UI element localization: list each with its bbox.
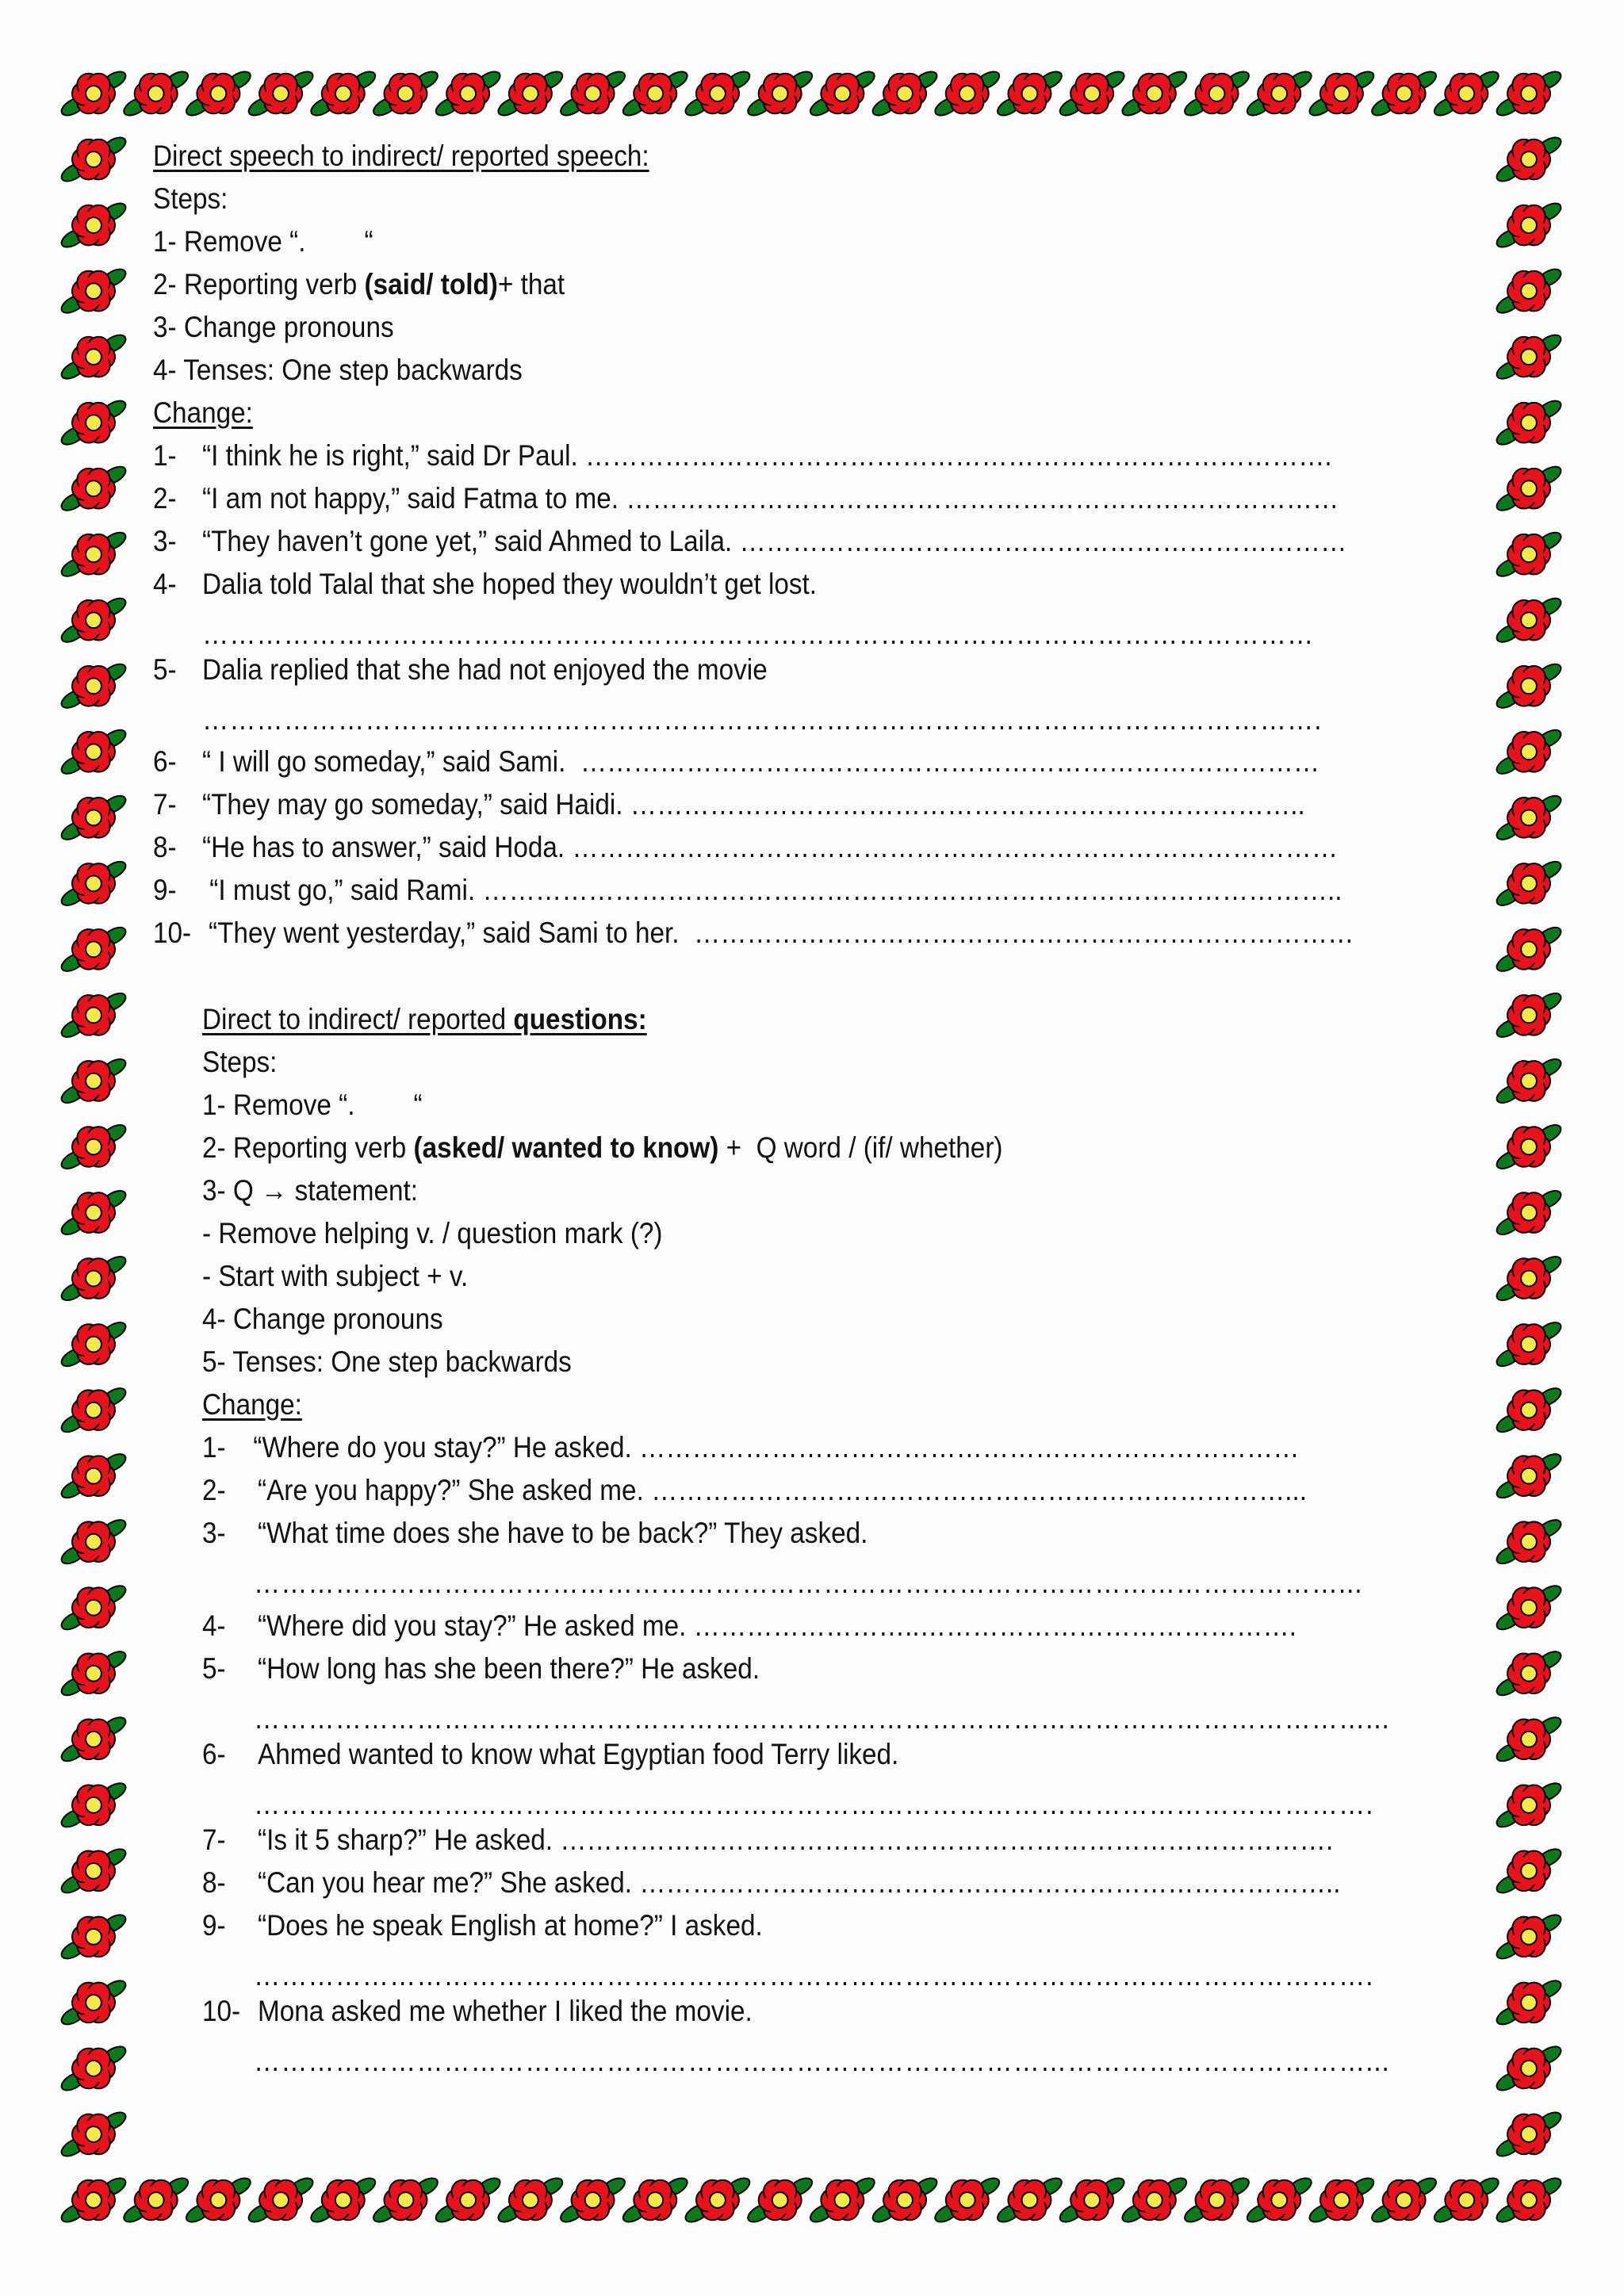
part2-step-2: 2- Reporting verb (asked/ wanted to know) + Q word / (if/ whether): [202, 1131, 1003, 1164]
p1-answer-line: ……………………………………………………………………………………………………………: [202, 618, 1315, 650]
p2-ex-text: Ahmed wanted to know what Egyptian food Terry liked.: [258, 1738, 899, 1770]
part1-step-1: 1- Remove “. “: [153, 225, 373, 258]
part1-step-2: 2- Reporting verb (said/ told)+ that: [153, 268, 565, 300]
p2-ex-text: “Does he speak English at home?” I asked.: [258, 1909, 763, 1942]
p2-answer-line: ……………………………………………………………………………………………………………...: [254, 1702, 1390, 1735]
p1-ex-text: “He has to answer,” said Hoda. ……………………………………………………………………………: [202, 831, 1339, 863]
part2-title: Direct to indirect/ reported questions:: [202, 1003, 647, 1035]
p2-ex-num: 7-: [202, 1823, 226, 1856]
part1-title: Direct speech to indirect/ reported speech:: [153, 140, 649, 172]
p2-ex-num: 2-: [202, 1474, 226, 1506]
p2-ex-text: “Is it 5 sharp?” He asked. …………………………………………………………………………….: [258, 1823, 1334, 1856]
p2-ex-num: 5-: [202, 1652, 226, 1685]
p1-ex-num: 10-: [153, 916, 192, 949]
p2-ex-num: 9-: [202, 1909, 226, 1942]
p2-ex-num: 6-: [202, 1738, 226, 1770]
p2-ex-num: 3-: [202, 1517, 226, 1549]
p2-ex-text: “What time does she have to be back?” They asked.: [258, 1517, 868, 1549]
p1-ex-text: Dalia told Talal that she hoped they wouldn’t get lost.: [202, 568, 818, 600]
p1-ex-num: 4-: [153, 568, 177, 600]
part2-step-3a: - Remove helping v. / question mark (?): [202, 1217, 663, 1249]
part2-change-heading: Change:: [202, 1388, 302, 1421]
p2-answer-line: …………………………………………………………………………………………………………….: [254, 1959, 1374, 1992]
p1-ex-num: 9-: [153, 874, 177, 906]
p2-answer-line: …………………………………………………………………………………………………………….: [254, 1788, 1374, 1820]
part2-step-1: 1- Remove “. “: [202, 1089, 423, 1121]
p2-ex-text: “Where did you stay?” He asked me. ……………………..…………………………………….: [258, 1609, 1297, 1642]
p2-ex-num: 1-: [202, 1431, 226, 1464]
part1-step2-bold: (said/ told): [364, 268, 498, 300]
p2-ex-text: “Are you happy?” She asked me. ………………………………………………………………...: [258, 1474, 1308, 1506]
part1-steps-heading: Steps:: [153, 182, 228, 215]
part2-step-4: 4- Change pronouns: [202, 1303, 443, 1335]
p2-ex-num: 8-: [202, 1866, 226, 1899]
p1-ex-text: “They haven’t gone yet,” said Ahmed to Laila. ……………………………………………………………: [202, 525, 1347, 557]
part1-change-heading: Change:: [153, 396, 253, 429]
p1-ex-num: 3-: [153, 525, 177, 557]
p1-ex-text: “They may go someday,” said Haidi. …………………………………………………………………..: [202, 788, 1305, 821]
p1-ex-num: 6-: [153, 745, 177, 778]
p1-ex-text: Dalia replied that she had not enjoyed the movie: [202, 653, 768, 686]
p2-ex-text: Mona asked me whether I liked the movie.: [258, 1995, 753, 2027]
part1-step-4: 4- Tenses: One step backwards: [153, 354, 523, 386]
part2-step-3b: - Start with subject + v.: [202, 1260, 469, 1292]
p1-ex-num: 5-: [153, 653, 177, 686]
p1-ex-num: 1-: [153, 439, 177, 472]
p1-ex-text: “ I will go someday,” said Sami. …………………………………………………………………………: [202, 745, 1320, 778]
p1-answer-line: …………………………………………………………………………………………………………….: [202, 703, 1323, 736]
p2-ex-num: 4-: [202, 1609, 226, 1642]
part2-steps-heading: Steps:: [202, 1046, 278, 1078]
p1-ex-num: 8-: [153, 831, 177, 863]
p1-ex-text: “They went yesterday,” said Sami to her. …………………………………………………………………: [209, 916, 1354, 949]
p2-answer-line: ……………………………………………………………………………………………………………...: [254, 2045, 1390, 2077]
p1-ex-text: “I must go,” said Rami. ……………………………………………………………………………………..: [202, 874, 1342, 906]
p1-ex-num: 2-: [153, 482, 177, 515]
p2-ex-text: “Can you hear me?” She asked. ……………………………………………………………………..: [258, 1866, 1341, 1899]
p2-ex-num: 10-: [202, 1995, 241, 2027]
p2-answer-line: …………………………………………………………………………………………………………...: [254, 1567, 1363, 1599]
p2-ex-text: “How long has she been there?” He asked.: [258, 1652, 760, 1685]
p1-ex-num: 7-: [153, 788, 177, 821]
p1-ex-text: “I am not happy,” said Fatma to me. ………………………………………………………………………: [202, 482, 1339, 515]
p1-ex-text: “I think he is right,” said Dr Paul. ………………………………………………………………………….: [202, 439, 1332, 472]
part2-step-3: 3- Q → statement:: [202, 1174, 419, 1207]
part2-step2-bold: (asked/ wanted to know): [413, 1131, 719, 1164]
p2-ex-text: “Where do you stay?” He asked. …………………………………………………………………: [246, 1431, 1300, 1464]
part2-step-5: 5- Tenses: One step backwards: [202, 1345, 572, 1378]
part1-step-3: 3- Change pronouns: [153, 311, 394, 343]
